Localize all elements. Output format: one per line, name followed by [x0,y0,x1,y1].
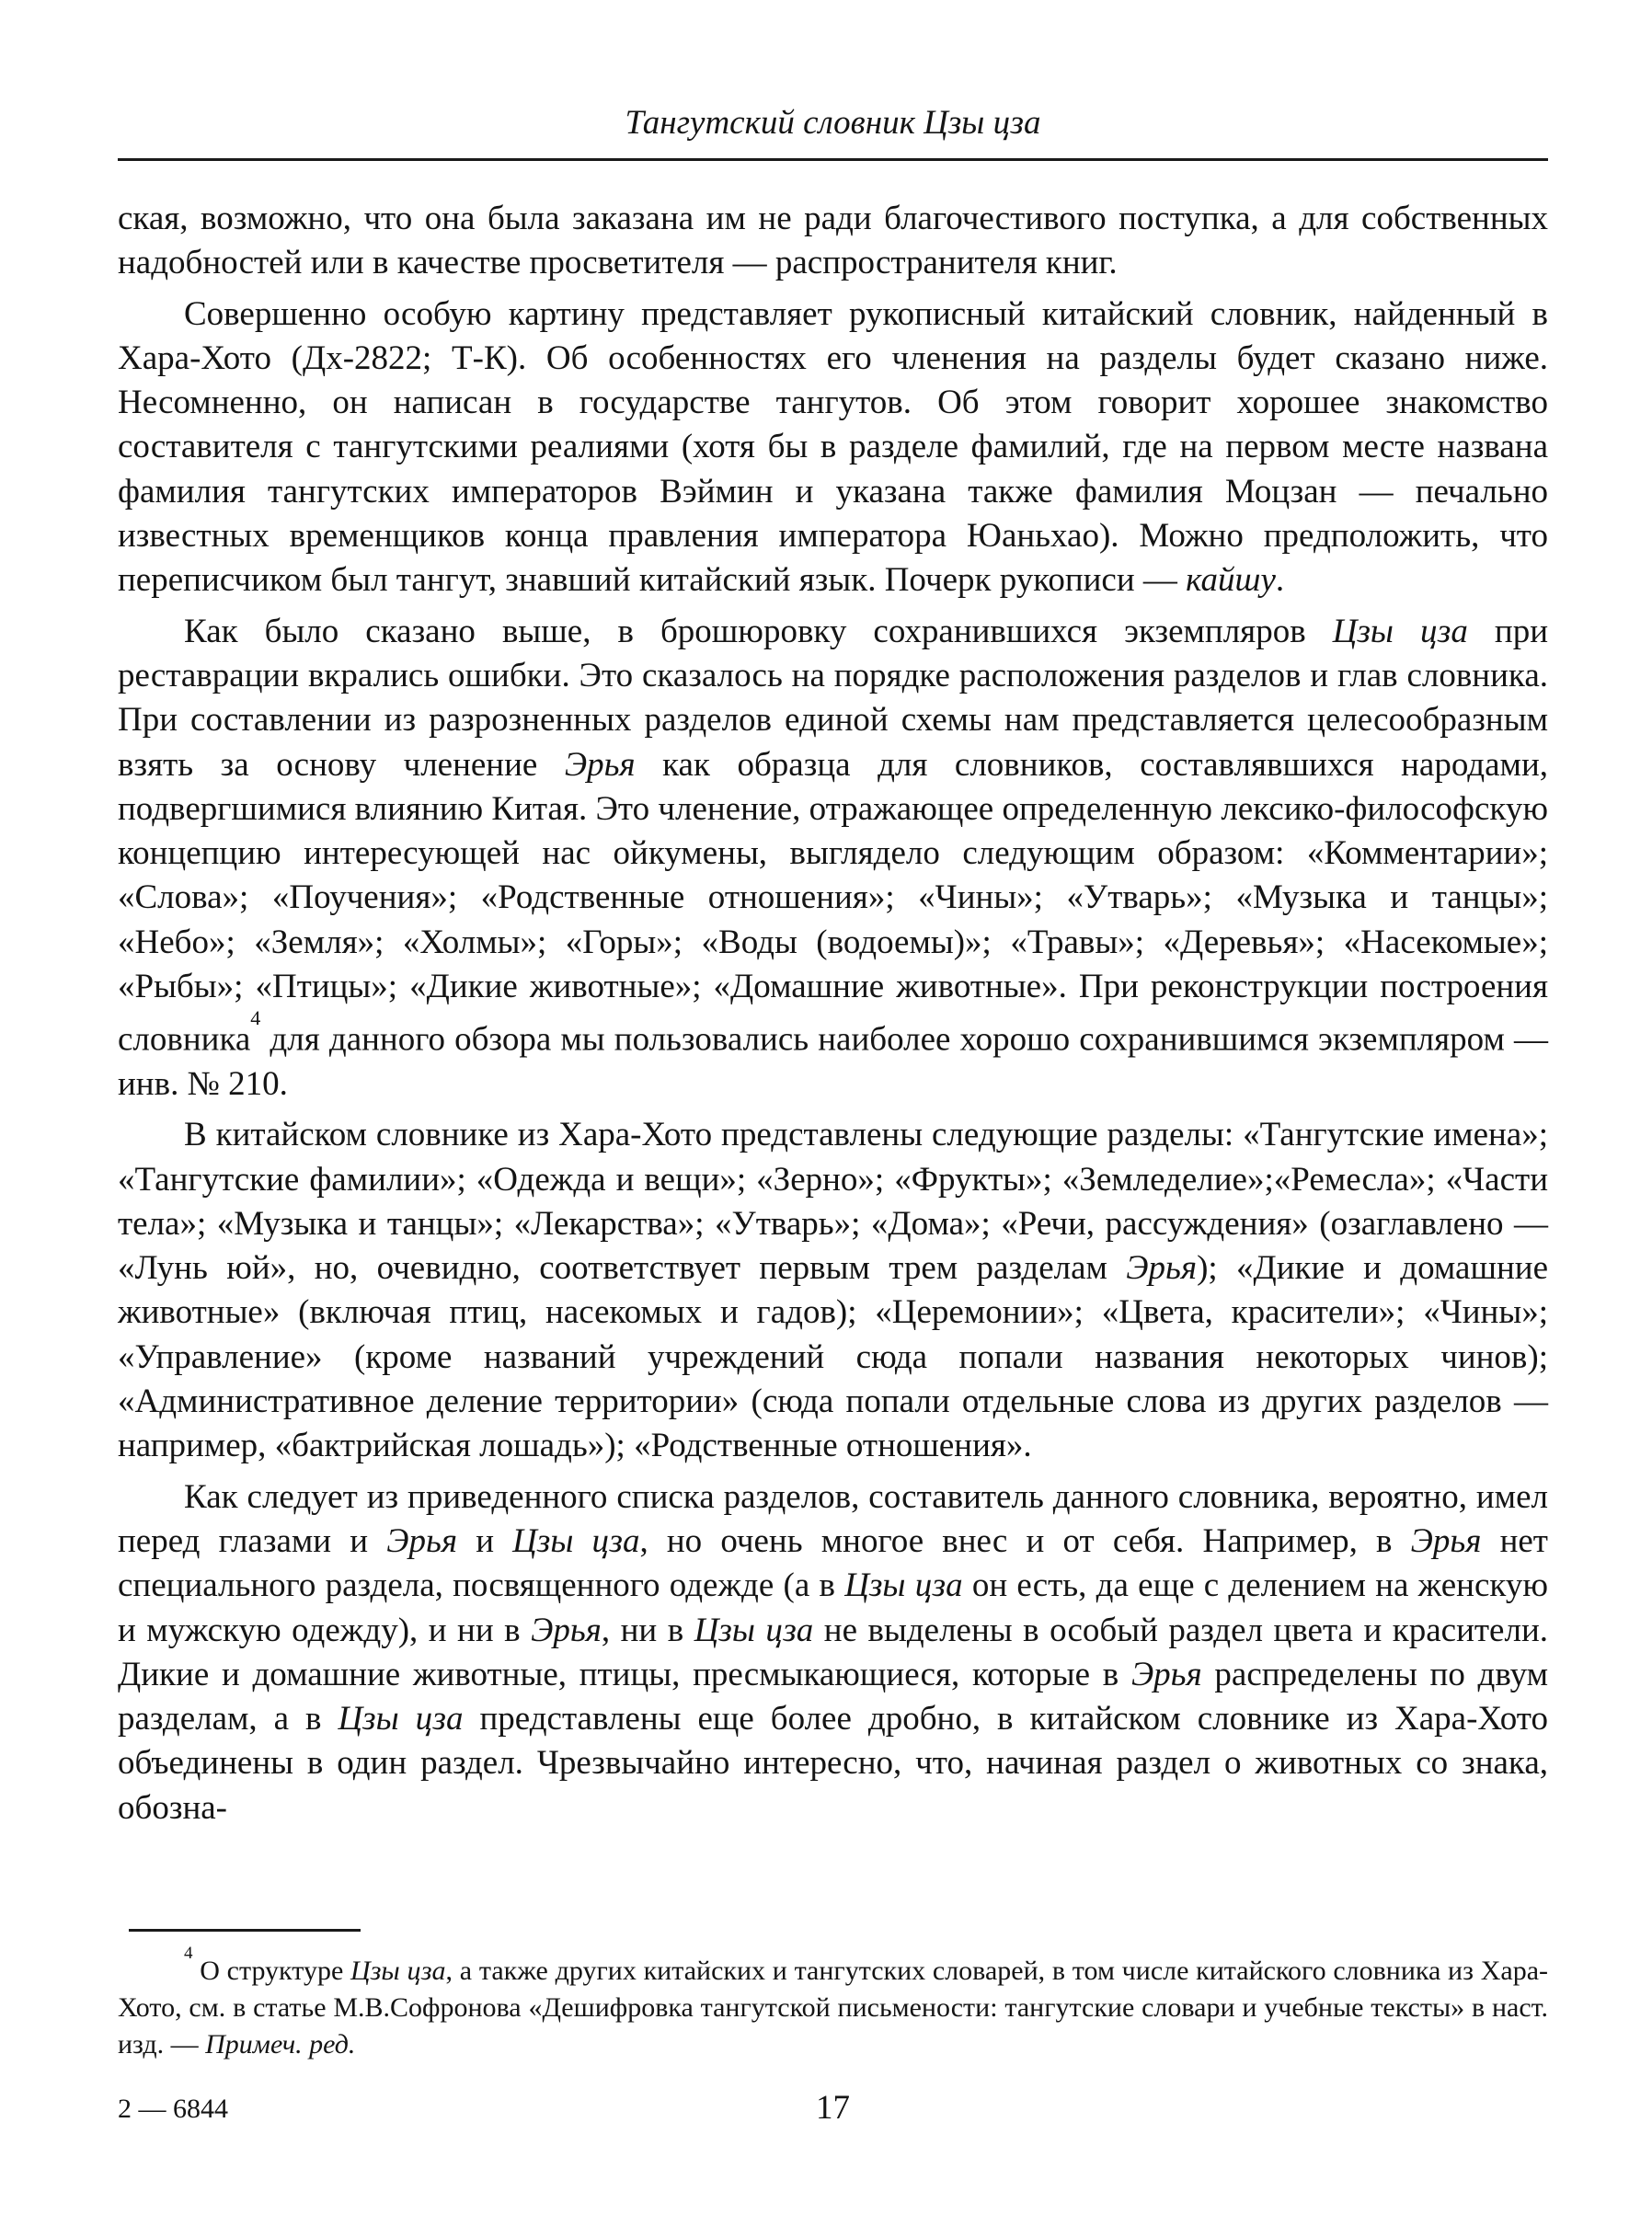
italic-title: Цзы цза [844,1566,963,1605]
text-run: представлены еще более дробно, в китайском словнике из Хара-Хото объединены в один раздел. Чрезвычайно интересно, что, начиная раздел о животных со знака, обозна- [118,1700,1548,1827]
italic-title: Цзы цза [512,1521,640,1560]
footnote [118,1946,1548,2063]
paragraph-3 [118,610,1548,1107]
text-run: нет специального раздела, посвященного одежде (а в [118,1521,1548,1605]
text-run: ); «Дикие и домашние животные» (включая птиц, насекомых и гадов); «Церемонии»; «Цвета, красители»; «Чины»; «Управление» (кроме названий учреждений сюда попали названия некоторых чинов); «Административное деление территории» (сюда попали отдельные слова из других разделов — например, «бактрийская лошадь»); «Родственные отношения». [118,1249,1548,1465]
text-run: Как следует из приведенного списка разделов, составитель данного словника, вероятно, имел перед глазами и [118,1477,1548,1560]
footnote-text: , а также других китайских и тангутских словарей, в том числе китайского словника из Хара-Хото, см. в статье М.В.Софронова «Дешифровка тангутской письмености: тангутские словари и учебные тексты» в наст. изд. — [118,1956,1548,2060]
italic-title: Эрья [386,1521,458,1560]
italic-title: Цзы цза [350,1956,446,1986]
editor-note: Примеч. ред. [205,2029,356,2060]
footnote-number: 4 [184,1944,193,1963]
printer-signature: 2 — 6844 [118,2094,228,2124]
text-run: как образца для словников, составлявшихся народами, подвергшимися влиянию Китая. Это членение, отражающее определенную лексико-философскую концепцию интересующей нас ойкумены, выглядело следующим образом: «Комментарии»; «Слова»; «Поучения»; «Родственные отношения»; «Чины»; «Утварь»; «Музыка и танцы»; «Небо»; «Земля»; «Холмы»; «Горы»; «Воды (водоемы)»; «Травы»; «Деревья»; «Насекомые»; «Рыбы»; «Птицы»; «Дикие животные»; «Домашние животные». При реконструкции построения словника [118,745,1549,1059]
text-run: для данного обзора мы пользовались наиболее хорошо сохранившимся экземпляром — инв. № 210. [118,1020,1548,1103]
running-title: Тангутский словник Цзы цза [625,104,1041,142]
text-run: В китайском словнике из Хара-Хото представлены следующие разделы: «Тангутские имена»; «Тангутские фамилии»; «Одежда и вещи»; «Зерно»; «Фрукты»; «Земледелие»;«Ремесла»; «Части тела»; «Музыка и танцы»; «Лекарства»; «Утварь»; «Дома»; «Речи, рассуждения» (озаглавлено — «Лунь юй», но, очевидно, соответствует первым трем разделам [118,1116,1548,1288]
paragraph-2-end: . [1275,561,1285,600]
paragraph-4 [118,1113,1548,1468]
italic-title: Эрья [564,745,636,784]
text-run: , но очень многое внес и от себя. Например, в [639,1521,1411,1560]
italic-title: Цзы цза [338,1700,464,1738]
main-text [118,197,1548,1830]
italic-title: Эрья [1130,1655,1202,1693]
text-run: распределены по двум разделам, а в [118,1655,1548,1738]
text-run: Как было сказано выше, в брошюровку сохранившихся экземпляров [184,612,1333,650]
text-run: и [457,1521,513,1560]
page-number: 17 [816,2089,850,2127]
italic-title: Эрья [531,1611,602,1649]
paragraph-1: ская, возможно, что она была заказана им не ради благочестивого поступка, а для собственных надобностей или в качестве просветителя — распространителя книг. [118,200,1548,282]
italic-title: Эрья [1126,1249,1198,1288]
footnote-reference[interactable]: 4 [250,1006,261,1030]
italic-title: Цзы цза [694,1611,814,1649]
italic-title: Эрья [1410,1521,1482,1560]
footnote-rule [129,1929,361,1932]
italic-title: Цзы цза [1332,612,1468,650]
paragraph-2-text: Совершенно особую картину представляет рукописный китайский словник, найденный в Хара-Хото (Дх-2822; Т-К). Об особенностях его членения на разделы будет сказано ниже. Несомненно, он написан в государстве тангутов. Об этом говорит хорошее знакомство составителя с тангутскими реалиями (хотя бы в разделе фамилий, где на первом месте названа фамилия тангутских императоров Вэймин и указана также фамилия Моцзан — печально известных временщиков конца правления императора Юаньхао). Можно предположить, что переписчиком был тангут, знавший китайский язык. Почерк рукописи — [118,294,1548,600]
text-run: , ни в [601,1611,694,1649]
text-run: при реставрации вкрались ошибки. Это сказалось на порядке расположения разделов и глав словника. При составлении из разрозненных разделов единой схемы нам представляется целесообразным взять за основу членение [118,612,1548,784]
paragraph-2 [118,293,1548,603]
header-rule [118,158,1548,161]
footnote-text: О структуре [192,1956,351,1986]
text-run: он есть, да еще с делением на женскую и мужскую одежду), и ни в [118,1566,1548,1649]
text-run: не выделены в особый раздел цвета и красители. Дикие и домашние животные, птицы, пресмыкающиеся, которые в [118,1611,1548,1693]
italic-term: кайшу [1186,561,1276,600]
paragraph-5 [118,1475,1548,1830]
